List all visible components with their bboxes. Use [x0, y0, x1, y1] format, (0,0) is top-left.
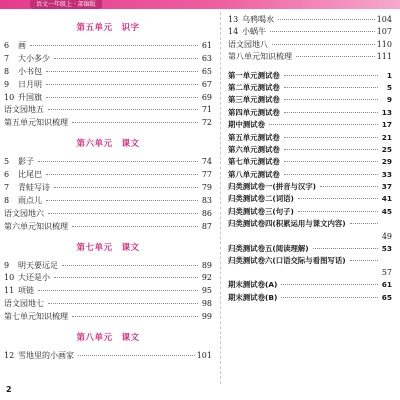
dot-leader [72, 316, 198, 317]
lesson-number: 11 [4, 286, 15, 296]
entry-title: 语文园地七 [4, 299, 44, 309]
entry-title: 雪地里的小画家 [18, 351, 74, 361]
entry-page: 65 [381, 292, 392, 302]
toc-entry [4, 272, 212, 285]
entry-title: 归类测试卷三(句子) [228, 206, 294, 216]
dot-leader [48, 213, 198, 214]
unit-heading: 第七单元 课文 [76, 242, 140, 253]
test-paper-entry [228, 279, 392, 291]
toc-entry [4, 260, 212, 273]
entry-title: 乌鸦喝水 [242, 15, 274, 24]
entry-page: 45 [381, 206, 392, 216]
entry-title: 画 [18, 41, 26, 50]
entry-page: 1 [386, 70, 392, 80]
entry-page: 61 [381, 280, 392, 290]
dot-leader [38, 161, 198, 162]
test-paper-entry [228, 206, 392, 218]
entry-title: 归类测试卷六(口语交际与看图写话) [228, 256, 346, 266]
entry-page: 87 [201, 221, 212, 231]
toc-entry [4, 285, 212, 298]
test-paper-entry [228, 255, 392, 267]
dot-leader [284, 149, 378, 150]
entry-page: 95 [201, 286, 212, 296]
test-paper-entry [228, 107, 392, 119]
dot-leader [313, 248, 378, 249]
entry-title: 影子 [18, 157, 34, 167]
entry-page: 110 [376, 39, 392, 49]
toc-entry [4, 104, 212, 117]
entry-page: 33 [381, 169, 392, 179]
dot-leader [281, 297, 378, 298]
dot-leader [78, 355, 195, 356]
toc-entry [4, 92, 212, 105]
entry-page: 98 [201, 299, 212, 309]
dot-leader [284, 87, 378, 88]
entry-title: 大还是小 [18, 273, 50, 283]
entry-title: 小书包 [18, 66, 42, 76]
dot-leader [38, 290, 198, 291]
entry-page: 107 [376, 27, 392, 37]
dot-leader [284, 112, 378, 113]
entry-title: 第六单元测试卷 [228, 144, 280, 154]
entry-page: 17 [381, 120, 392, 130]
unit-heading: 第八单元 课文 [76, 333, 140, 344]
entry-title: 雨点儿 [18, 195, 42, 205]
entry-title: 大小多少 [18, 53, 50, 63]
lesson-number: 10 [4, 273, 15, 283]
entry-title: 第二单元测试卷 [228, 82, 280, 92]
entry-title: 第六单元知识梳理 [4, 221, 68, 231]
dot-leader [298, 198, 378, 199]
entry-title: 语文园地八 [228, 39, 268, 49]
dot-leader [269, 124, 378, 125]
toc-entry [4, 208, 212, 221]
entry-page: 101 [196, 351, 212, 361]
toc-left-column [4, 14, 212, 363]
lesson-number: 5 [4, 157, 10, 167]
lesson-number: 6 [4, 170, 10, 180]
dot-leader [272, 44, 375, 45]
entry-title: 日月明 [18, 79, 42, 89]
test-paper-entry [228, 169, 392, 181]
entry-page: 104 [376, 15, 392, 24]
dot-leader [284, 174, 378, 175]
test-paper-entry [228, 70, 392, 82]
entry-title: 归类测试卷一(拼音与汉字) [228, 182, 317, 192]
lesson-number: 12 [4, 351, 15, 361]
entry-page: 111 [376, 52, 392, 62]
test-paper-entry [228, 132, 392, 144]
entry-page: 65 [201, 66, 212, 76]
toc-entry [4, 350, 212, 363]
header-tab: 语文一年级上 · 部编版 [30, 0, 102, 9]
column-divider [220, 12, 221, 384]
entry-title: 归类测试卷二(词语) [228, 194, 294, 204]
test-paper-entry [228, 94, 392, 106]
entry-page: 37 [381, 182, 392, 192]
entry-title: 比尾巴 [18, 170, 42, 180]
toc-entry [4, 221, 212, 234]
entry-title: 第五单元测试卷 [228, 132, 280, 142]
test-paper-entry [228, 181, 392, 193]
lesson-number: 8 [4, 195, 10, 205]
dot-leader [46, 71, 198, 72]
dot-leader [46, 97, 198, 98]
dot-leader [320, 186, 378, 187]
dot-leader [62, 265, 198, 266]
toc-entry [4, 311, 212, 324]
entry-title: 期末测试卷(A) [228, 280, 278, 290]
toc-entry [4, 53, 212, 66]
toc-entry [4, 182, 212, 195]
entry-title: 第一单元测试卷 [228, 70, 280, 80]
test-paper-entry [228, 119, 392, 131]
entry-title: 归类测试卷五(阅读理解) [228, 243, 309, 253]
lesson-number: 14 [228, 27, 239, 37]
entry-page: 5 [386, 82, 392, 92]
page-number: 2 [6, 385, 12, 394]
toc-entry [228, 39, 392, 51]
entry-page: 41 [381, 194, 392, 204]
dot-leader [54, 277, 198, 278]
dot-leader [46, 174, 198, 175]
unit-heading: 第五单元 识字 [76, 23, 140, 33]
entry-page: 72 [201, 118, 212, 128]
entry-page: 77 [201, 170, 212, 180]
dot-leader [284, 161, 378, 162]
dot-leader [72, 226, 198, 227]
lesson-number: 6 [4, 41, 10, 50]
entry-title: 第三单元测试卷 [228, 95, 280, 105]
dot-leader [284, 137, 378, 138]
entry-page: 69 [201, 92, 212, 102]
entry-title: 第八单元知识梳理 [228, 52, 292, 62]
test-paper-entry [228, 193, 392, 205]
entry-title: 归类测试卷四(积累运用与课文内容) [228, 219, 346, 229]
test-paper-entry [228, 218, 392, 230]
entry-page: 67 [201, 79, 212, 89]
top-header-bar [0, 0, 400, 9]
toc-entry [4, 79, 212, 92]
dot-leader [270, 31, 375, 32]
dot-leader [278, 19, 375, 20]
entry-title: 升国旗 [18, 92, 42, 102]
entry-title: 小蜗牛 [242, 27, 266, 37]
dot-leader [48, 303, 198, 304]
toc-page-continued: 49 [381, 231, 392, 241]
toc-entry [4, 40, 212, 53]
dot-leader [48, 109, 198, 110]
toc-page-continued: 57 [381, 268, 392, 278]
lesson-number: 8 [4, 66, 10, 76]
entry-page: 61 [201, 41, 212, 50]
dot-leader [30, 45, 198, 46]
entry-title: 明天要远足 [18, 260, 58, 270]
entry-page: 92 [201, 273, 212, 283]
lesson-number: 9 [4, 260, 10, 270]
lesson-number: 7 [4, 53, 10, 63]
dot-leader [298, 211, 378, 212]
entry-page: 71 [201, 105, 212, 115]
toc-entry [4, 195, 212, 208]
entry-title: 青蛙写诗 [18, 183, 50, 193]
test-paper-entry [228, 292, 392, 304]
lesson-number: 13 [228, 15, 239, 24]
entry-page: 29 [381, 157, 392, 167]
entry-page: 9 [386, 95, 392, 105]
dot-leader [46, 200, 198, 201]
dot-leader [72, 122, 198, 123]
dot-leader [46, 84, 198, 85]
lesson-number: 9 [4, 79, 10, 89]
entry-title: 第五单元知识梳理 [4, 118, 68, 128]
entry-title: 期中测试卷 [228, 120, 265, 130]
dot-leader [284, 99, 378, 100]
dot-leader [350, 260, 378, 261]
entry-page: 53 [381, 243, 392, 253]
toc-entry [4, 156, 212, 169]
toc-entry [228, 51, 392, 63]
entry-page: 99 [201, 312, 212, 322]
entry-title: 第七单元测试卷 [228, 157, 280, 167]
toc-entry [4, 298, 212, 311]
entry-page: 79 [201, 183, 212, 193]
toc-entry [4, 117, 212, 130]
dot-leader [54, 187, 198, 188]
dot-leader [350, 223, 378, 224]
entry-title: 语文园地六 [4, 208, 44, 218]
entry-title: 第七单元知识梳理 [4, 312, 68, 322]
entry-title: 第四单元测试卷 [228, 107, 280, 117]
toc-entry [4, 169, 212, 182]
toc-entry [228, 26, 392, 38]
entry-page: 25 [381, 144, 392, 154]
dot-leader [281, 284, 378, 285]
unit-heading: 第六单元 课文 [76, 139, 140, 150]
entry-title: 项链 [18, 286, 34, 296]
dot-leader [296, 56, 375, 57]
entry-page: 83 [201, 195, 212, 205]
entry-page: 63 [201, 53, 212, 63]
toc-entry [228, 14, 392, 26]
toc-entry [4, 66, 212, 79]
entry-page: 13 [381, 107, 392, 117]
entry-title: 语文园地五 [4, 105, 44, 115]
entry-title: 第八单元测试卷 [228, 169, 280, 179]
entry-page: 86 [201, 208, 212, 218]
lesson-number: 10 [4, 92, 15, 102]
entry-title: 期末测试卷(B) [228, 292, 278, 302]
test-paper-entry [228, 156, 392, 168]
toc-right-column [228, 14, 392, 304]
test-paper-entry [228, 82, 392, 94]
dot-leader [54, 58, 198, 59]
entry-page: 21 [381, 132, 392, 142]
entry-page: 89 [201, 260, 212, 270]
test-paper-entry [228, 144, 392, 156]
entry-page: 74 [201, 157, 212, 167]
dot-leader [284, 75, 378, 76]
lesson-number: 7 [4, 183, 10, 193]
test-paper-entry [228, 243, 392, 255]
